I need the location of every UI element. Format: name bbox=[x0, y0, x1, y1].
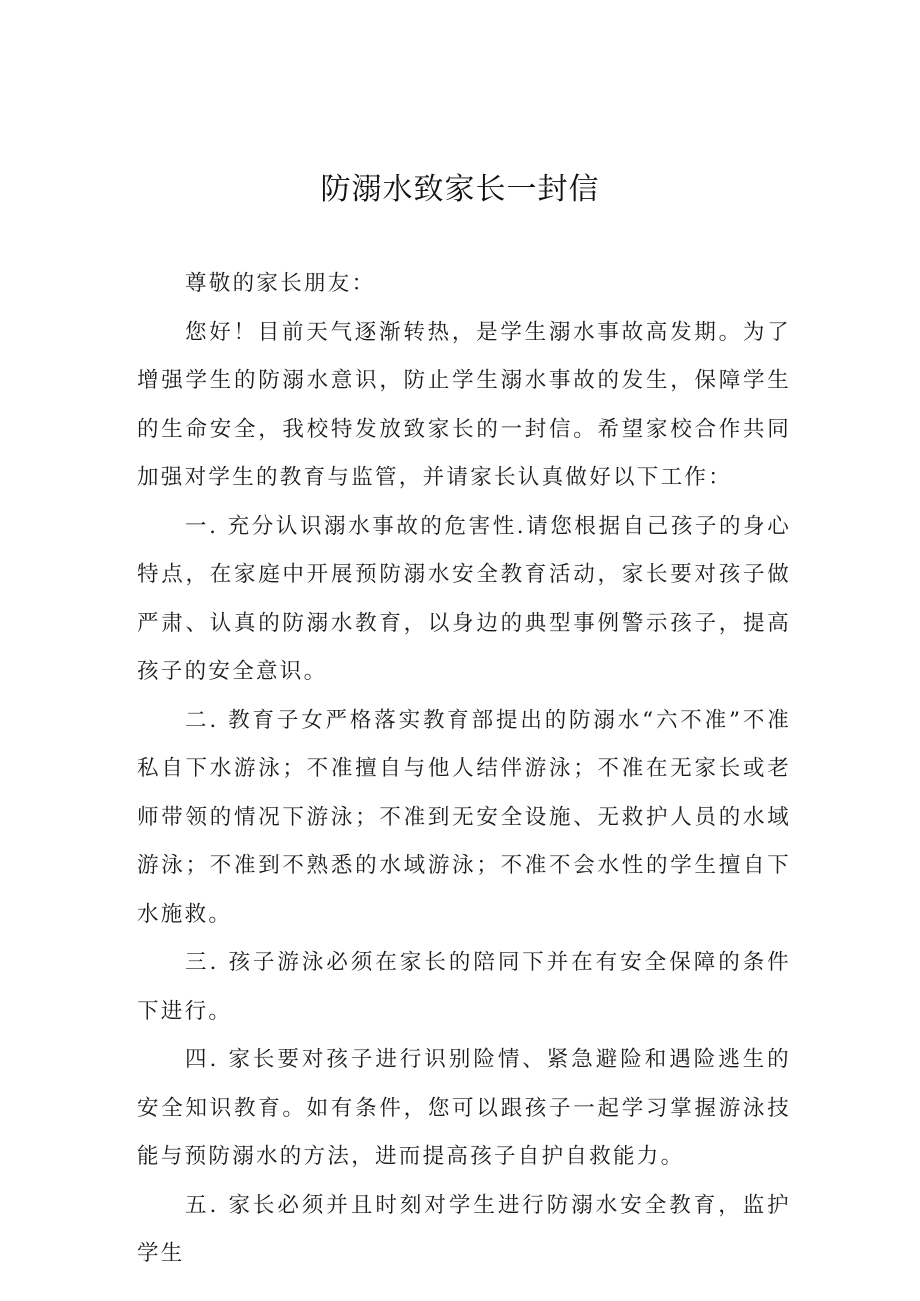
paragraph-item-5: 五. 家长必须并且时刻对学生进行防溺水安全教育，监护学生 bbox=[137, 1192, 791, 1266]
paragraph-item-4: 四. 家长要对孩子进行识别险情、紧急避险和遇险逃生的安全知识教育。如有条件，您可以跟孩子一起学习掌握游泳技能与预防溺水的方法，进而提高孩子自护自救能力。 bbox=[137, 1047, 791, 1169]
paragraph-greeting: 您好！目前天气逐渐转热，是学生溺水事故高发期。为了增强学生的防溺水意识，防止学生溺水事故的发生，保障学生的生命安全，我校特发放致家长的一封信。希望家校合作共同加强对学生的教育与监管，并请家长认真做好以下工作： bbox=[137, 319, 791, 490]
paragraph-item-3: 三. 孩子游泳必须在家长的陪同下并在有安全保障的条件下进行。 bbox=[137, 950, 791, 1024]
page-title: 防溺水致家长一封信 bbox=[320, 172, 600, 207]
salutation: 尊敬的家长朋友： bbox=[185, 271, 376, 296]
paragraph-item-1: 一. 充分认识溺水事故的危害性.请您根据自己孩子的身心特点，在家庭中开展预防溺水安全教育活动，家长要对孩子做严肃、认真的防溺水教育，以身边的典型事例警示孩子，提高孩子的安全意识。 bbox=[137, 513, 791, 684]
paragraph-item-2: 二. 教育子女严格落实教育部提出的防溺水“六不准”不准私自下水游泳；不准擅自与他人结伴游泳；不准在无家长或老师带领的情况下游泳；不准到无安全设施、无救护人员的水域游泳；不准到不熟悉的水域游泳；不准不会水性的学生擅自下水施救。 bbox=[137, 707, 791, 927]
letter-body bbox=[137, 260, 791, 1279]
